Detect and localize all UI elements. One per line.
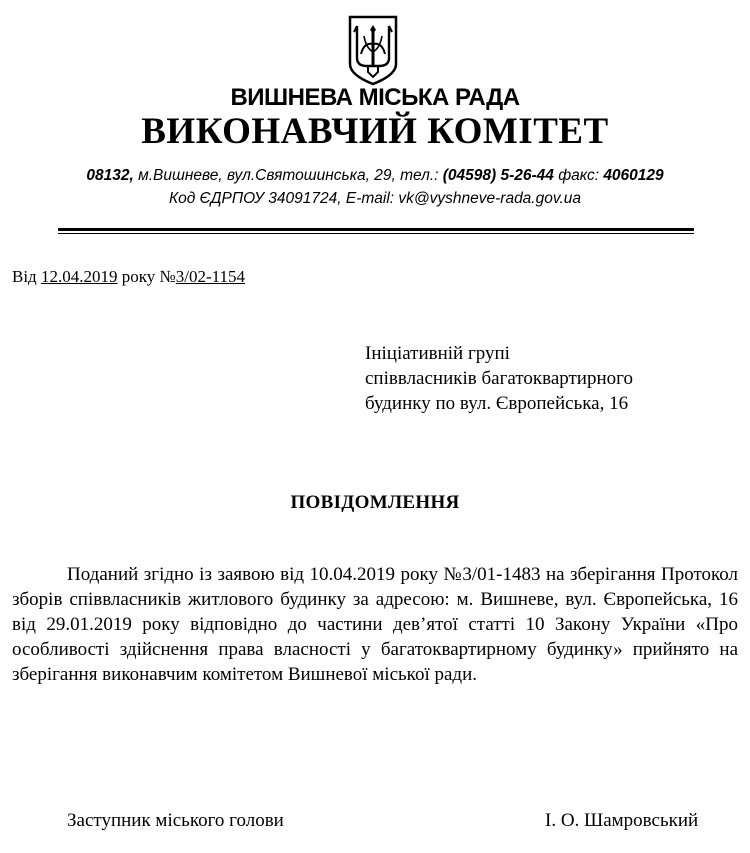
trident-emblem-icon bbox=[347, 14, 399, 86]
fax-label: факс: bbox=[553, 167, 604, 184]
postal-code: 08132, bbox=[86, 167, 134, 184]
reference-number: 3/02-1154 bbox=[175, 267, 245, 286]
fax-number: 4060129 bbox=[603, 167, 664, 184]
header-divider-thin bbox=[58, 233, 694, 234]
addressee-line: будинку по вул. Європейська, 16 bbox=[365, 393, 629, 414]
addressee-line: Ініціативній групі bbox=[365, 343, 510, 364]
document-title: ПОВІДОМЛЕННЯ bbox=[290, 492, 460, 513]
reference-prefix: Від bbox=[12, 267, 41, 286]
signatory-position: Заступник міського голови bbox=[67, 810, 284, 831]
phone-number: (04598) 5-26-44 bbox=[442, 167, 554, 184]
reference-line bbox=[12, 267, 245, 287]
addressee-block bbox=[365, 341, 633, 416]
reference-date: 12.04.2019 bbox=[40, 267, 118, 286]
document-body: Поданий згідно із заявою від 10.04.2019 року №3/01-1483 на зберігання Протокол зборів співвласників житлового будинку за адресою: м. Вишневе, вул. Європейська, 16 від 29.01.2019 року відповідно до частини дев’ятої статті 10 Закону України «Про особливості здійснення права власності у багатоквартирному будинку» прийнято на зберігання виконавчим комітетом Вишневої міської ради. bbox=[12, 564, 738, 685]
edrpou-email-line: Код ЄДРПОУ 34091724, E-mail: vk@vyshneve-rada.gov.ua bbox=[168, 190, 581, 207]
committee-name: ВИКОНАВЧИЙ КОМІТЕТ bbox=[141, 111, 609, 152]
council-name: ВИШНЕВА МІСЬКА РАДА bbox=[230, 84, 520, 111]
address: м.Вишневе, вул.Святошинська, 29, тел.: bbox=[133, 167, 443, 184]
contact-address-line bbox=[0, 167, 750, 185]
header-divider-thick bbox=[58, 228, 694, 231]
signatory-name: І. О. Шамровський bbox=[545, 810, 699, 831]
reference-middle: року № bbox=[117, 267, 176, 286]
addressee-line: співвласників багатоквартирного bbox=[365, 368, 633, 389]
